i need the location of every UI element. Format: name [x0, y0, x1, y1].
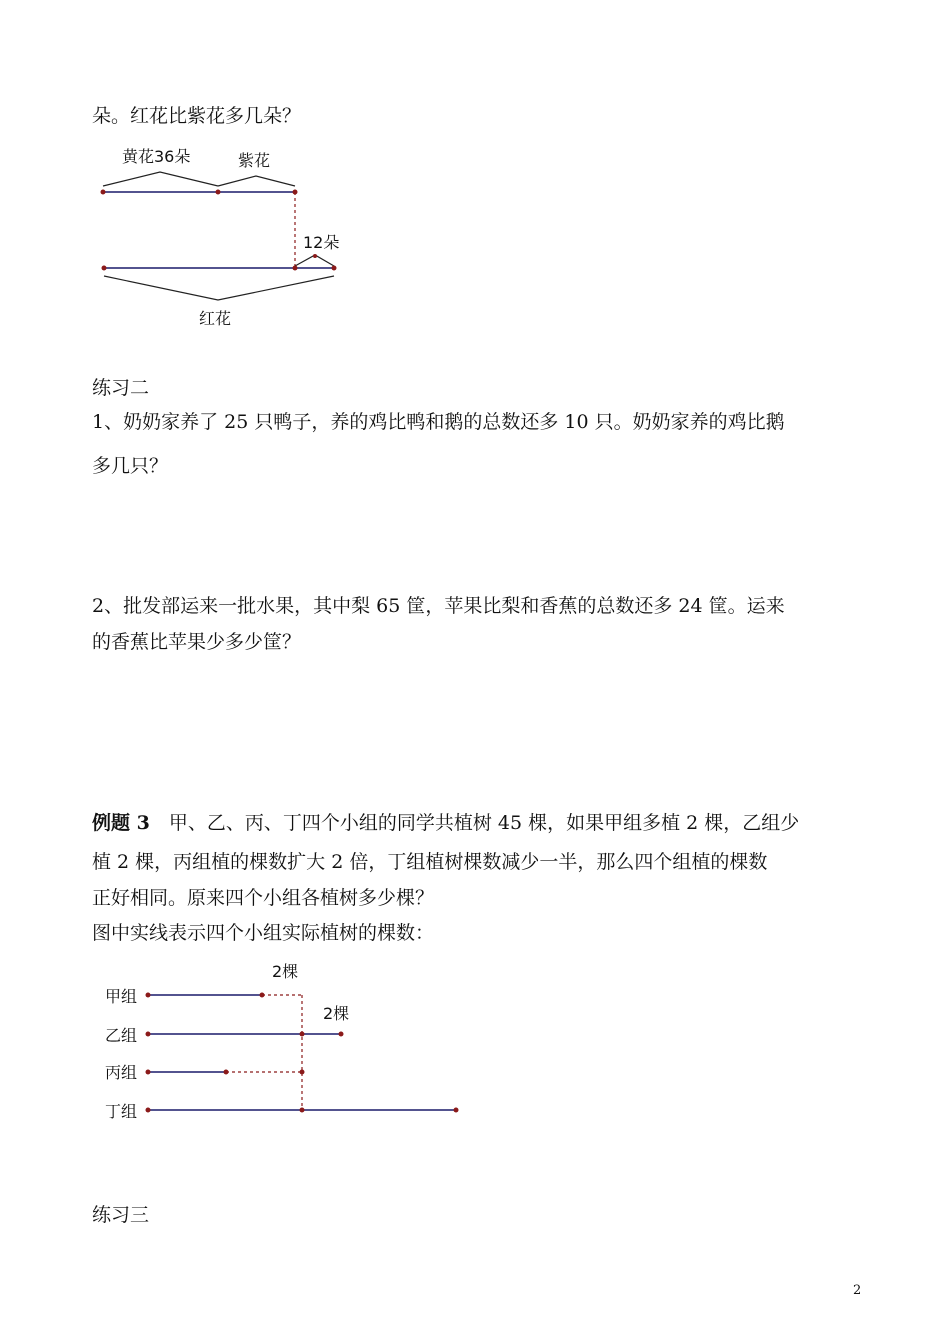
dot: [339, 1032, 344, 1037]
mark-2-a: 2棵: [272, 962, 299, 981]
dot: [146, 993, 151, 998]
example3-label: 例题 3: [92, 812, 150, 834]
dot: [146, 1070, 151, 1075]
dot: [300, 1032, 305, 1037]
label-purple-flower: 紫花: [238, 151, 271, 170]
dot: [146, 1032, 151, 1037]
example3-line2: 植 2 棵，丙组植的棵数扩大 2 倍，丁组植树棵数减少一半，那么四个组植的棵数: [92, 851, 768, 873]
exercise2-q2-line1: 2、批发部运来一批水果，其中梨 65 筐，苹果比梨和香蕉的总数还多 24 筐。运来: [92, 595, 785, 617]
page-number: 2: [853, 1283, 862, 1298]
group-label-yi: 乙组: [105, 1026, 138, 1045]
exercise2-q2-line2: 的香蕉比苹果少多少筐？: [92, 631, 302, 653]
dot: [224, 1070, 229, 1075]
dot: [300, 1108, 305, 1113]
label-red-flower: 红花: [199, 309, 232, 328]
label-12: 12朵: [303, 233, 340, 252]
dot: [260, 993, 265, 998]
group-label-ding: 丁组: [105, 1102, 138, 1121]
mark-2-b: 2棵: [323, 1004, 350, 1023]
exercise2-title: 练习二: [92, 377, 150, 399]
dot: [454, 1108, 459, 1113]
example3-line3: 正好相同。原来四个小组各植树多少棵？: [92, 887, 435, 909]
dot: [300, 1070, 305, 1075]
group-label-bing: 丙组: [105, 1063, 138, 1082]
example3-line4: 图中实线表示四个小组实际植树的棵数：: [92, 922, 435, 944]
intro-line: 朵。红花比紫花多几朵？: [92, 105, 302, 127]
dot: [146, 1108, 151, 1113]
exercise2-q1-line1: 1、奶奶家养了 25 只鸭子，养的鸡比鸭和鹅的总数还多 10 只。奶奶家养的鸡比鹅: [92, 411, 785, 433]
exercise2-q1-line2: 多几只？: [92, 455, 169, 477]
exercise3-title: 练习三: [92, 1204, 150, 1226]
example3-text1: 甲、乙、丙、丁四个小组的同学共植树 45 棵，如果甲组多植 2 棵，乙组少: [168, 812, 800, 834]
group-label-jia: 甲组: [105, 987, 138, 1006]
label-yellow-flower: 黄花36朵: [122, 147, 191, 166]
